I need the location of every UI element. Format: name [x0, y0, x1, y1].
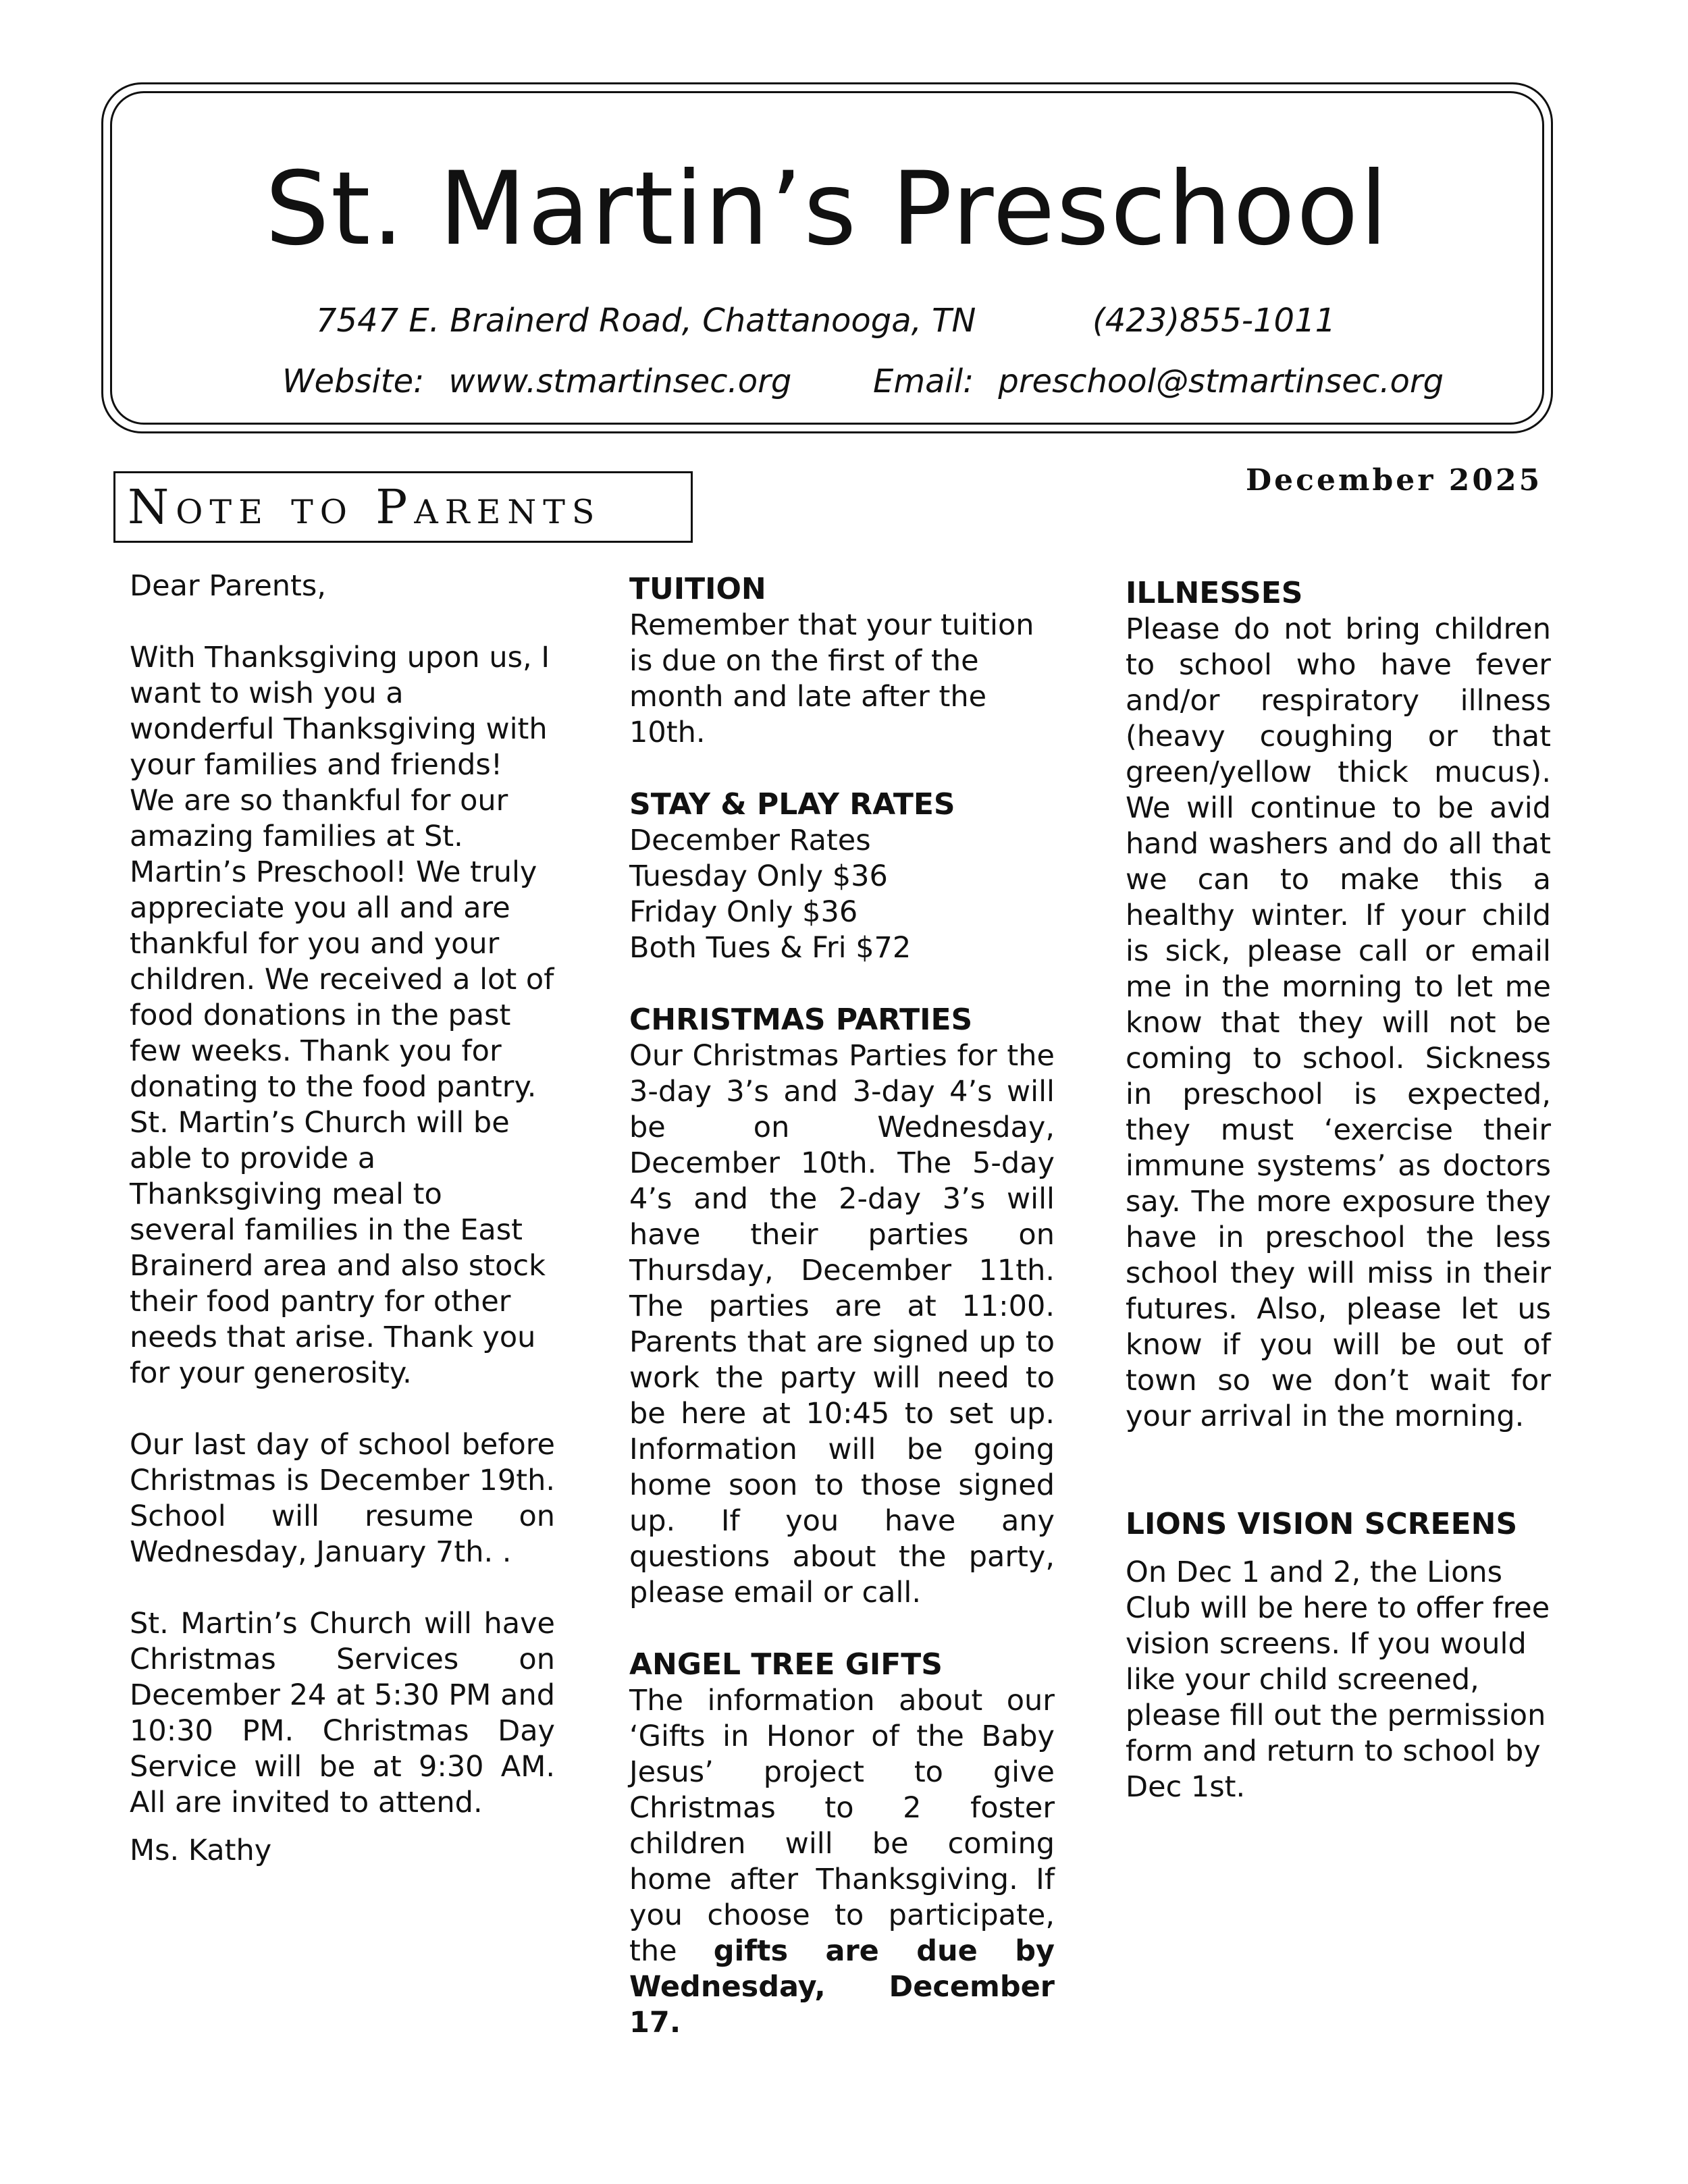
column-letter	[130, 568, 555, 1869]
tuition-text: Remember that your tuition is due on the first of the month and late after the 10th.	[629, 608, 1034, 749]
rate-line: December Rates	[629, 824, 871, 857]
illness-heading: ILLNESSES	[1126, 576, 1303, 610]
school-email	[873, 361, 1444, 402]
school-website	[282, 361, 791, 402]
rates-list	[629, 823, 1055, 966]
letter-paragraph-services: St. Martin’s Church will have Christmas Services on December 24 at 5:30 PM and 10:30 PM. Christmas Day Service will be at 9:30 AM. All are invited to attend.	[130, 1607, 555, 1819]
signature: Ms. Kathy	[130, 1834, 272, 1867]
rates-heading: STAY & PLAY RATES	[629, 787, 955, 822]
lions-vision-heading: LIONS VISION SCREENS	[1126, 1507, 1518, 1541]
email-address: preschool@stmartinsec.org	[998, 363, 1444, 400]
column-right	[1126, 575, 1551, 1805]
angel-tree-heading: ANGEL TREE GIFTS	[629, 1647, 943, 1682]
school-address: 7547 E. Brainerd Road, Chattanooga, TN	[316, 302, 976, 340]
website-url: www.stmartinsec.org	[448, 363, 792, 400]
school-phone: (423)855-1011	[1092, 302, 1336, 340]
tuition-heading: TUITION	[629, 572, 766, 606]
letter-paragraph-schedule: Our last day of school before Christmas is December 19th. School will resume on Wednesday, January 7th. .	[130, 1428, 555, 1569]
salutation: Dear Parents,	[130, 569, 326, 603]
illness-text: Please do not bring children to school who have fever and/or respiratory illness (heavy coughing or that green/yellow thick mucus). We will continue to be avid hand washers and do all that we can to make this a healthy winter. If your child is sick, please call or email me in the morning to let me know that they will not be coming to school. Sickness in preschool is expected, they must ‘exercise their immune systems’ as doctors say. The more exposure they have in preschool the less school they will miss in their futures. Also, please let us know if you will be out of town so we don’t wait for your arrival in the morning.	[1126, 612, 1551, 1433]
parties-heading: CHRISTMAS PARTIES	[629, 1003, 973, 1037]
rate-line: Both Tues & Fri $72	[629, 931, 912, 965]
rate-line: Tuesday Only $36	[629, 859, 888, 893]
letter-paragraph-thanksgiving: With Thanksgiving upon us, I want to wish you a wonderful Thanksgiving with your families and friends! We are so thankful for our amazing families at St. Martin’s Preschool! We truly appreciate you all and are thankful for you and your children. We received a lot of food donations in the past few weeks. Thank you for donating to the food pantry. St. Martin’s Church will be able to provide a Thanksgiving meal to several families in the East Brainerd area and also stock their food pantry for other needs that arise. Thank you for your generosity.	[130, 641, 554, 1390]
column-middle	[629, 571, 1055, 2041]
parties-text: Our Christmas Parties for the 3-day 3’s and 3-day 4’s will be on Wednesday, December 10th. The 5-day 4’s and the 2-day 3’s will have their parties on Thursday, December 11th. The parties are at 11:00. Parents that are signed up to work the party will need to be here at 10:45 to set up. Information will be going home soon to those signed up. If you have any questions about the party, please email or call.	[629, 1039, 1055, 1609]
website-label: Website:	[282, 363, 425, 400]
angel-tree-text	[629, 1683, 1055, 2041]
lions-vision-text: On Dec 1 and 2, the Lions Club will be here to offer free vision screens. If you would like your child screened, please fill out the permission form and return to school by Dec 1st.	[1126, 1555, 1550, 1804]
email-label: Email:	[873, 363, 974, 400]
angel-tree-deadline: gifts are due by Wednesday, December 17.	[629, 1934, 1055, 2040]
school-name: St. Martin’s Preschool	[265, 151, 1390, 268]
masthead-box	[101, 82, 1553, 433]
section-title: Note to Parents	[113, 471, 693, 543]
angel-tree-body: The information about our ‘Gifts in Honor of the Baby Jesus’ project to give Christmas to 2 foster children will be coming home after Thanksgiving. If you choose to participate, the	[629, 1684, 1055, 1968]
issue-date: December 2025	[1246, 463, 1543, 498]
rate-line: Friday Only $36	[629, 895, 858, 929]
